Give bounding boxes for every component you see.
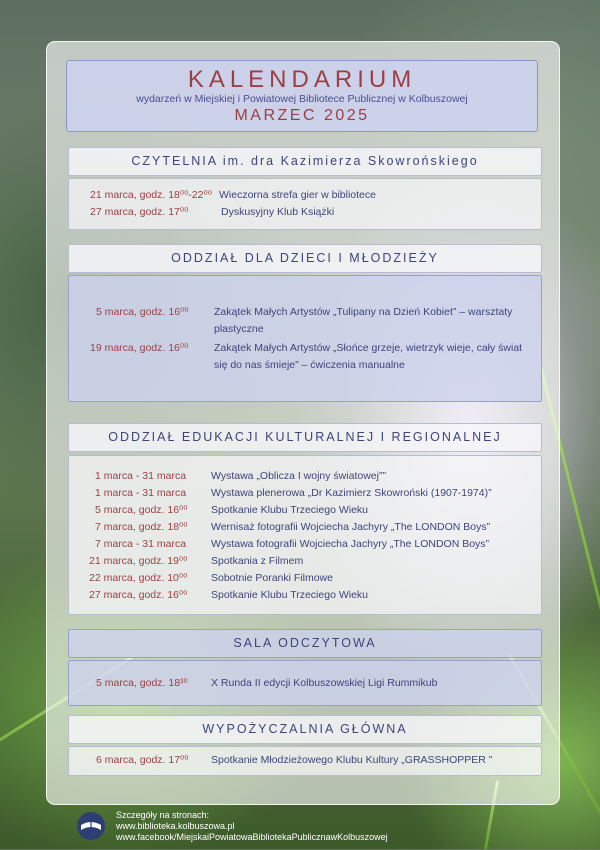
library-logo-icon: [76, 811, 106, 841]
event-title: Wystawa „Oblicza I wojny światowej””: [211, 470, 386, 482]
event-title: Dyskusyjny Klub Książki: [221, 206, 335, 218]
section-body-sala-odczytowa: [68, 660, 542, 706]
event-date: 21 marca, godz. 18⁰⁰-22⁰⁰: [90, 189, 212, 201]
section-title-edukacja: ODDZIAŁ EDUKACJI KULTURALNEJ I REGIONALNEJ: [68, 423, 542, 452]
event-date: 27 marca, godz. 17⁰⁰: [90, 206, 189, 218]
event-row: [69, 553, 541, 570]
event-row: [69, 570, 541, 587]
event-row: [69, 485, 541, 502]
event-title: Spotkanie Klubu Trzeciego Wieku: [211, 589, 369, 601]
event-row: [69, 502, 541, 519]
section-body-czytelnia: [68, 178, 542, 230]
event-date: 7 marca, godz. 18⁰⁰: [95, 521, 188, 533]
section-body-edukacja: [68, 455, 542, 615]
facebook-link[interactable]: www.facebook/MiejskaiPowiatowaBibliotekaPublicznawKolbuszowej: [116, 832, 388, 842]
event-date: 27 marca, godz. 16⁰⁰: [89, 589, 188, 601]
event-title: Sobotnie Poranki Filmowe: [211, 572, 333, 584]
event-title: Spotkania z Filmem: [211, 555, 304, 567]
calendar-header: [66, 60, 538, 132]
event-row: [69, 587, 541, 604]
event-title: Zakątek Małych Artystów „Słońce grzeje, wietrzyk wieje, cały świat się do nas śmieje” – ćwiczenia manualne: [214, 342, 523, 371]
event-title: Wystawa fotografii Wojciecha Jachyry „The LONDON Boys”: [211, 538, 490, 550]
event-title: X Runda II edycji Kolbuszowskiej Ligi Rummikub: [211, 677, 438, 689]
page-title: KALENDARIUM: [187, 66, 417, 93]
event-title: Wernisaż fotografii Wojciecha Jachyry „The LONDON Boys”: [211, 521, 491, 533]
event-row: [69, 536, 541, 553]
footer-info: [116, 810, 388, 843]
event-date: 5 marca, godz. 16⁰⁰: [96, 306, 189, 318]
event-date: 5 marca, godz. 16⁰⁰: [95, 504, 188, 516]
event-title: Wieczorna strefa gier w bibliotece: [219, 189, 376, 201]
event-title: Zakątek Małych Artystów „Tulipany na Dzień Kobiet” – warsztaty plastyczne: [214, 306, 513, 335]
event-row: [69, 187, 541, 204]
event-date: 19 marca, godz. 16⁰⁰: [90, 342, 189, 354]
event-date: 1 marca - 31 marca: [95, 487, 187, 499]
event-date: 6 marca, godz. 17⁰⁰: [96, 754, 189, 766]
event-row: [69, 675, 541, 692]
event-title: Wystawa plenerowa „Dr Kazimierz Skowroński (1907-1974)”: [211, 487, 492, 499]
event-title: Spotkanie Młodzieżowego Klubu Kultury „GRASSHOPPER ”: [211, 754, 493, 766]
event-title: Spotkanie Klubu Trzeciego Wieku: [211, 504, 369, 516]
event-row: [69, 519, 541, 536]
event-row: [69, 204, 541, 221]
event-date: 22 marca, godz. 10⁰⁰: [89, 572, 188, 584]
event-row: [69, 468, 541, 485]
event-row: [69, 340, 541, 374]
event-row: [69, 304, 541, 338]
event-date: 21 marca, godz. 19⁰⁰: [89, 555, 188, 567]
event-date: 7 marca - 31 marca: [95, 538, 187, 550]
page-subtitle: wydarzeń w Miejskiej i Powiatowej Bibliotece Publicznej w Kolbuszowej: [136, 93, 468, 105]
section-title-czytelnia: CZYTELNIA im. dra Kazimierza Skowrońskiego: [68, 147, 542, 176]
event-date: 1 marca - 31 marca: [95, 470, 187, 482]
month-label: MARZEC 2025: [234, 107, 370, 124]
event-date: 5 marca, godz. 18³⁰: [96, 677, 188, 689]
section-title-dzieci: ODDZIAŁ DLA DZIECI I MŁODZIEŻY: [68, 244, 542, 273]
event-row: [69, 752, 541, 769]
footer-label: Szczegóły na stronach:: [116, 810, 210, 820]
section-title-sala-odczytowa: SALA ODCZYTOWA: [68, 629, 542, 658]
section-title-wypozyczalnia: WYPOŻYCZALNIA GŁÓWNA: [68, 715, 542, 744]
website-link[interactable]: www.biblioteka.kolbuszowa.pl: [116, 821, 235, 831]
section-body-dzieci: [68, 275, 542, 402]
section-body-wypozyczalnia: [68, 746, 542, 776]
